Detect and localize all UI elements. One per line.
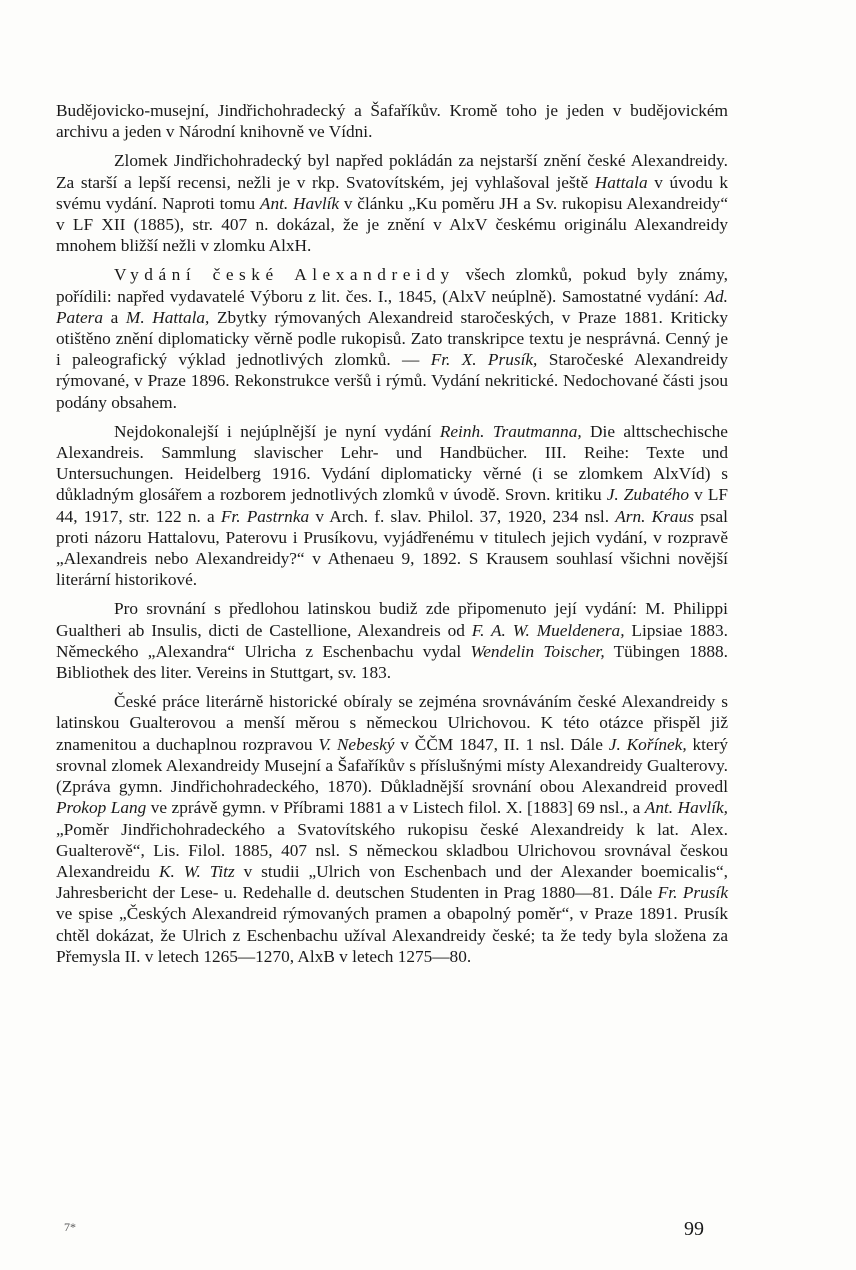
text-run: „Poměr Jindřichohradeckého a Svatovítského rukopisu české Alexandreidy k lat. Alex. Gualterově“, Lis. Filol. 1885, 407 nsl. S německou skladbou Ulrichovou srovnával českou Alexandreidu: [56, 819, 728, 881]
text-run: Die alttschechische Alexandreis. Sammlung slavischer Lehr- und Handbücher. III. Reihe: Texte und Untersuchungen. Heidelberg 1916. Vydání diplomaticky věrné (i se zlomkem AlxVíd) s důkladným glosářem a rozborem jednotlivých zlomků v úvodě. Srovn. kritiku: [56, 421, 728, 505]
paragraph: [56, 421, 728, 591]
text-run: Zbytky rýmovaných Alexandreid staročeských, v Praze 1881. Kriticky otištěno znění diplomaticky věrně podle rukopisů. Zato transkripce textu je nesprávná. Cenný je i paleografický výklad jednotlivých zlomků. —: [56, 307, 728, 370]
text-run: v studii „Ulrich von Eschenbach und der Alexander boemicalis“, Jahresbericht der Lese- u. Redehalle d. deutschen Studenten in Prag 1880—81. Dále: [56, 861, 728, 903]
italic-name: Fr. Pastrnka: [220, 506, 310, 526]
italic-name: J. Kořínek,: [608, 734, 687, 754]
body-text: [56, 100, 728, 975]
text-run: psal proti názoru Hattalovu, Paterovu i Prusíkovu, vyjádřenému v titulech jejich vydání, v rozpravě „Alexandreis nebo Alexandreidy?“ v Athenaeu 9, 1892. S Krausem souhlasí všichni novější literární historikové.: [56, 506, 728, 590]
text-run: který srovnal zlomek Alexandreidy Musejní a Šafaříkův s příslušnými místy Alexandreidy Gualterovy. (Zpráva gymn. Jindřichohradeckého, 1870). Důkladnější srovnání obou Alexandreid provedl: [56, 734, 728, 797]
italic-name: J. Zubatého: [606, 485, 690, 505]
text-run: v ČČM 1847, II. 1 nsl. Dále: [394, 734, 609, 754]
text-run: Lipsiae 1883. Německého „Alexandra“ Ulricha z Eschenbachu vydal: [56, 620, 728, 661]
italic-name: Ant. Havlík,: [644, 798, 728, 818]
text-run: v úvodu k svému vydání. Naproti tomu: [56, 172, 728, 213]
text-run: Zlomek Jindřichohradecký byl napřed pokládán za nejstarší znění české Alexandreidy. Za starší a lepší recensi, nežli je v rkp. Svatovítském, jej vyhlašoval ještě: [56, 151, 728, 192]
italic-name: K. W. Titz: [158, 861, 235, 881]
paragraph: [56, 598, 728, 683]
italic-name: F. A. W. Mueldenera,: [471, 620, 625, 640]
italic-name: M. Hattala,: [125, 307, 210, 327]
italic-name: Ant. Havlík: [259, 193, 340, 213]
italic-name: Hattala: [594, 172, 648, 192]
italic-name: Prokop Lang: [56, 798, 147, 818]
page-number: 99: [684, 1218, 704, 1240]
text-run: v Arch. f. slav. Philol. 37, 1920, 234 nsl.: [309, 506, 616, 526]
italic-name: V. Nebeský: [318, 734, 395, 754]
paragraph: [56, 150, 728, 256]
text-run: České práce literárně historické obíraly se zejména srovnáváním české Alexandreidy s latinskou Gualterovou a menší měrou s německou Ulrichovou. K této otázce přispěl již znamenitou a duchaplnou rozpravou: [56, 692, 728, 754]
italic-name: Fr. X. Prusík,: [430, 350, 538, 370]
text-run: Pro srovnání s předlohou latinskou budiž zde připomenuto její vydání: M. Philippi Gualtheri ab Insulis, dicti de Castellione, Alexandreis od: [56, 599, 728, 640]
italic-name: Ad. Patera: [56, 286, 728, 327]
paragraph: [56, 264, 728, 412]
text-run: v LF 44, 1917, str. 122 n. a: [56, 485, 728, 526]
paragraph: [56, 691, 728, 967]
text-run: ve zprávě gymn. v Příbrami 1881 a v Listech filol. X. [1883] 69 nsl., a: [146, 798, 645, 818]
italic-name: Reinh. Trautmanna,: [439, 421, 582, 441]
italic-name: Wendelin Toischer,: [470, 641, 605, 661]
italic-name: Arn. Kraus: [615, 506, 694, 526]
text-run: všech zlomků, pokud byly známy, pořídili: napřed vydavatelé Výboru z lit. čes. I., 1845, (AlxV neúplně). Samostatné vydání:: [56, 265, 728, 306]
paragraph: [56, 100, 728, 142]
text-run: Staročeské Alexandreidy rýmované, v Praze 1896. Rekonstrukce veršů i rýmů. Vydání nekritické. Nedochované části jsou podány obsahem.: [56, 350, 728, 412]
text-run: ve spise „Českých Alexandreid rýmovaných pramen a obapolný poměr“, v Praze 1891. Prusík chtěl dokázat, že Ulrich z Eschenbachu užíval Alexandreidy české; ta že tedy byla složena za Přemysla II. v letech 1265—1270, AlxB v letech 1275—80.: [56, 904, 728, 966]
text-run: Tübingen 1888. Bibliothek des liter. Vereins in Stuttgart, sv. 183.: [56, 641, 728, 683]
text-run: Budějovicko-musejní, Jindřichohradecký a Šafaříkův. Kromě toho je jeden v budějovickém archivu a jeden v Národní knihovně ve Vídni.: [56, 101, 728, 142]
text-run: Nejdokonalejší i nejúplnější je nyní vydání: [114, 421, 440, 441]
text-run: v článku „Ku poměru JH a Sv. rukopisu Alexandreidy“ v LF XII (1885), str. 407 n. dokázal, že je znění v AlxV českému originálu Alexandreidy mnohem bližší nežli v zlomku AlxH.: [56, 193, 728, 256]
spaced-heading-text: Vydání české Alexandreidy: [114, 265, 455, 285]
signature-mark: 7*: [64, 1220, 76, 1234]
italic-name: Fr. Prusík: [657, 883, 728, 903]
text-run: a: [103, 307, 126, 327]
